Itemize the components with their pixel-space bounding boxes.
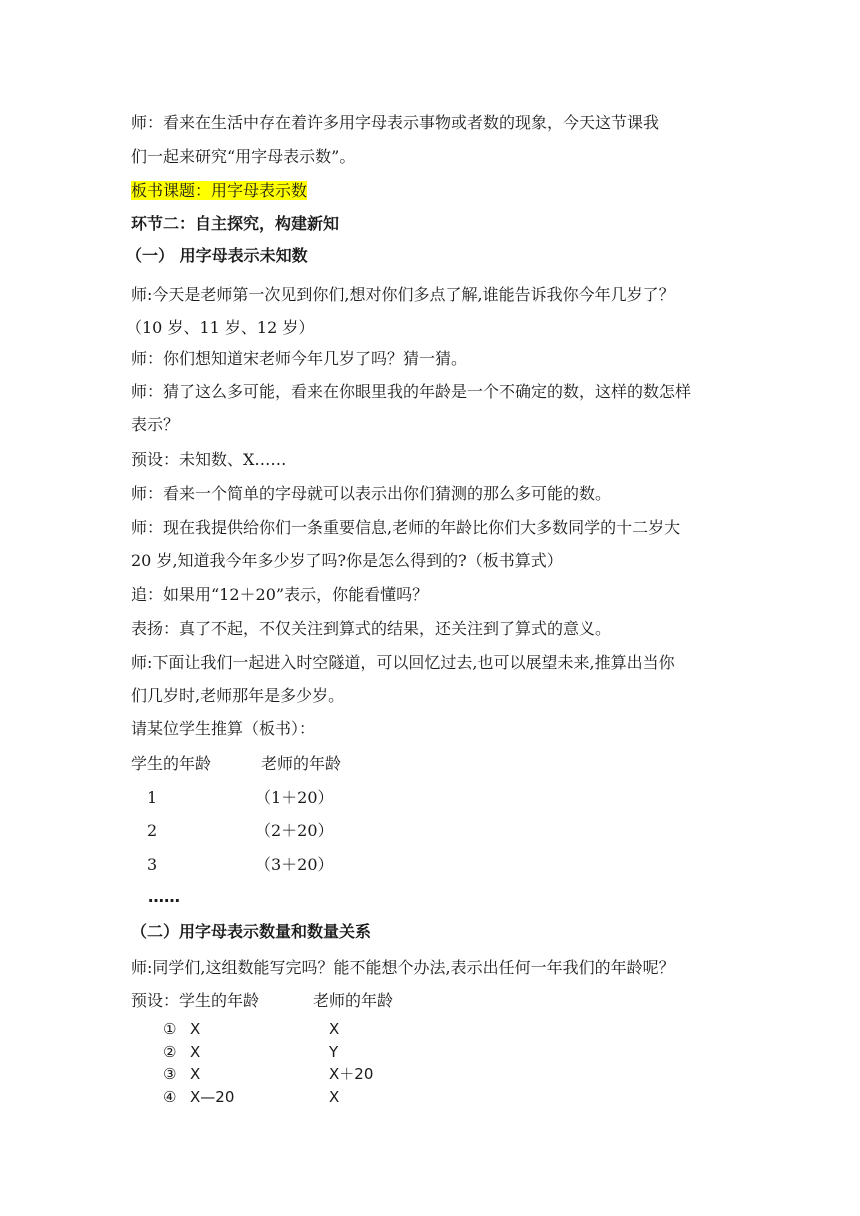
teacher-age-cell: X (329, 1020, 340, 1038)
ellipsis: …… (148, 887, 180, 906)
board-title-line (131, 180, 307, 202)
preset-table-header (131, 990, 741, 1012)
subsection-heading: （二）用字母表示数量和数量关系 (131, 922, 372, 941)
paragraph: 追：如果用“12＋20”表示，你能看懂吗？ (131, 585, 429, 604)
teacher-age-cell: （2＋20） (255, 821, 334, 840)
teacher-age-cell: X＋20 (329, 1065, 374, 1083)
student-age-cell: 2 (147, 821, 158, 840)
teacher-age-cell: X (329, 1088, 340, 1106)
paragraph: 师：你们想知道宋老师今年几岁了吗？猜一猜。 (131, 349, 468, 368)
paragraph: 预设：未知数、X…… (131, 450, 287, 469)
student-age-cell: X—20 (190, 1088, 235, 1106)
subsection-heading: （一） 用字母表示未知数 (126, 246, 308, 265)
paragraph: 师：猜了这么多可能，看来在你眼里我的年龄是一个不确定的数，这样的数怎样 (131, 382, 692, 401)
paragraph: 们几岁时,老师那年是多少岁。 (131, 686, 345, 705)
student-age-cell: X (190, 1020, 201, 1038)
paragraph: 师：看来一个简单的字母就可以表示出你们猜测的那么多可能的数。 (131, 484, 612, 503)
preset-row (163, 1041, 773, 1063)
paragraph: 师:下面让我们一起进入时空隧道，可以回忆过去,也可以展望未来,推算出当你 (131, 653, 675, 672)
circled-number: ④ (163, 1088, 177, 1106)
student-age-cell: 1 (147, 788, 158, 807)
table-row (131, 820, 741, 842)
paragraph: 师:今天是老师第一次见到你们,想对你们多点了解,谁能告诉我你今年几岁了？ (131, 285, 675, 304)
circled-number: ③ (163, 1065, 177, 1083)
preset-row (163, 1063, 773, 1085)
board-title-highlight: 板书课题：用字母表示数 (131, 181, 308, 200)
paragraph: 们一起来研究“用字母表示数”。 (131, 147, 356, 166)
paragraph: 师：现在我提供给你们一条重要信息,老师的年龄比你们大多数同学的十二岁大 (131, 518, 681, 537)
paragraph: 表示？ (131, 415, 180, 434)
paragraph: （10 岁、11 岁、12 岁） (126, 318, 315, 337)
section-heading: 环节二：自主探究，构建新知 (131, 214, 340, 233)
teacher-age-cell: Y (329, 1043, 339, 1061)
preset-row (163, 1018, 773, 1040)
student-age-cell: X (190, 1043, 201, 1061)
age-table-header (131, 753, 741, 775)
table-row (131, 854, 741, 876)
paragraph: 请某位学生推算（板书）： (131, 719, 316, 738)
preset-row (163, 1086, 773, 1108)
teacher-age-cell: （1＋20） (255, 788, 334, 807)
header-teacher-age: 老师的年龄 (313, 991, 394, 1010)
table-row (131, 787, 741, 809)
paragraph: 师:同学们,这组数能写完吗？能不能想个办法,表示出任何一年我们的年龄呢？ (131, 958, 675, 977)
preset-label: 预设：学生的年龄 (131, 991, 260, 1010)
circled-number: ① (163, 1020, 177, 1038)
paragraph: 20 岁,知道我今年多少岁了吗?你是怎么得到的?（板书算式） (131, 551, 563, 570)
header-teacher-age: 老师的年龄 (261, 754, 342, 773)
paragraph: 师：看来在生活中存在着许多用字母表示事物或者数的现象，今天这节课我 (131, 113, 660, 132)
student-age-cell: X (190, 1065, 201, 1083)
header-student-age: 学生的年龄 (131, 754, 212, 773)
paragraph: 表扬：真了不起，不仅关注到算式的结果，还关注到了算式的意义。 (131, 619, 612, 638)
circled-number: ② (163, 1043, 177, 1061)
student-age-cell: 3 (147, 855, 158, 874)
teacher-age-cell: （3＋20） (255, 855, 334, 874)
